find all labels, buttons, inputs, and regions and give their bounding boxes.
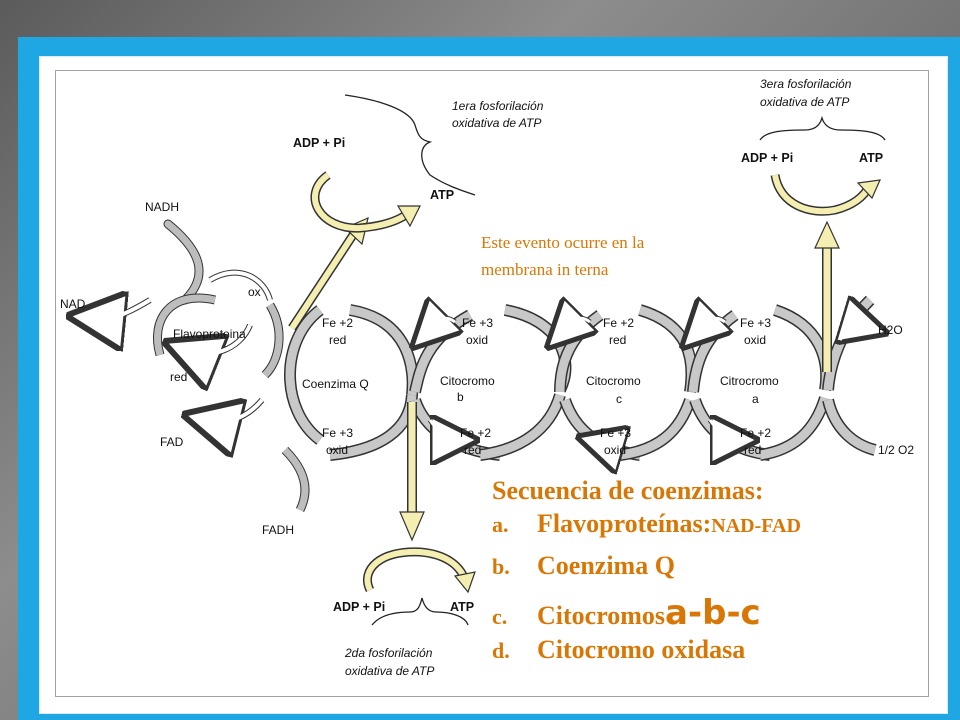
atp-2-label: ATP	[450, 600, 475, 614]
coenzyme-sequence	[492, 475, 932, 677]
fe2-red-2-l2: red	[464, 443, 482, 457]
sequence-text: Flavoproteínas:	[537, 509, 712, 538]
adp-pi-2-label: ADP + Pi	[333, 600, 386, 614]
fe3-ox-2-l2: oxid	[466, 333, 489, 347]
chain-rings	[290, 300, 875, 455]
sequence-suffix: a-b-c	[665, 593, 761, 633]
brace-3	[760, 118, 885, 140]
event-note-line-2: membrana in terna	[481, 260, 609, 279]
fadh-label: FADH	[262, 523, 295, 537]
atp-1-label: ATP	[430, 188, 455, 202]
adp-pi-1-label: ADP + Pi	[293, 136, 346, 150]
cytochrome-c-label-l1: Citocromo	[586, 374, 641, 388]
fe3-ox-4-l1: Fe +3	[740, 316, 772, 330]
sequence-item	[492, 551, 932, 593]
sequence-marker: a.	[492, 512, 509, 537]
flavoprotein-cycle	[90, 224, 279, 375]
phosphorylation-1-note-l1: 1era fosforilación	[452, 99, 544, 113]
fad-cycle	[205, 400, 305, 510]
fe3-ox-3-l2: oxid	[604, 443, 627, 457]
fad-label: FAD	[160, 435, 184, 449]
phosphorylation-2-note-l1: 2da fosforilación	[345, 646, 433, 660]
cytochrome-a-label-l1: Citrocromo	[720, 374, 779, 388]
fe2-red-1-l1: Fe +2	[322, 316, 354, 330]
sequence-text: Citocromo oxidasa	[537, 635, 746, 664]
sequence-item	[492, 593, 932, 635]
atp-3-label: ATP	[859, 151, 884, 165]
sequence-marker: c.	[492, 604, 508, 629]
ox-label: ox	[248, 285, 261, 299]
sequence-marker: d.	[492, 638, 510, 663]
fe3-ox-1-l1: Fe +3	[322, 426, 354, 440]
fe3-ox-3-l1: Fe +3	[600, 426, 632, 440]
sequence-item	[492, 635, 932, 677]
fe2-red-2-l1: Fe +2	[460, 426, 492, 440]
sequence-item	[492, 509, 932, 551]
sequence-suffix: NAD-FAD	[711, 515, 801, 537]
membrane-event-note	[481, 229, 781, 283]
half-o2-label: 1/2 O2	[878, 443, 915, 457]
phosphorylation-1-note-l2: oxidativa de ATP	[452, 116, 542, 130]
red-label: red	[170, 370, 188, 384]
sequence-text: Coenzima Q	[537, 551, 675, 580]
cytochrome-a-label-l2: a	[752, 392, 759, 406]
fe2-red-3-l2: red	[609, 333, 627, 347]
sequence-title: Secuencia de coenzimas:	[492, 476, 764, 505]
coenzyme-q-label: Coenzima Q	[302, 377, 369, 391]
adp-pi-3-label: ADP + Pi	[741, 151, 794, 165]
fe2-red-4-l1: Fe +2	[740, 426, 772, 440]
sequence-marker: b.	[492, 554, 510, 579]
flavoprotein-label: Flavoproteina	[173, 327, 246, 341]
cytochrome-b-label-l1: Citocromo	[440, 374, 495, 388]
event-note-line-1: Este evento ocurre en la	[481, 233, 645, 252]
fe2-red-3-l1: Fe +2	[603, 316, 635, 330]
cytochrome-b-label-l2: b	[457, 390, 464, 404]
phosphorylation-arrow-2	[367, 402, 475, 592]
fe2-red-4-l2: red	[744, 443, 762, 457]
phosphorylation-3-note-l1: 3era fosforilación	[760, 77, 852, 91]
sequence-text: Citocromos	[537, 601, 666, 630]
nad-label: NAD	[60, 297, 86, 311]
fe2-red-1-l2: red	[329, 333, 347, 347]
h2o-label: H2O	[878, 323, 903, 337]
fe3-ox-1-l2: oxid	[326, 443, 349, 457]
fe3-ox-2-l1: Fe +3	[462, 316, 494, 330]
phosphorylation-3-note-l2: oxidativa de ATP	[760, 95, 850, 109]
cytochrome-c-label-l2: c	[616, 392, 622, 406]
nadh-label: NADH	[145, 200, 180, 214]
phosphorylation-arrow-3	[775, 175, 880, 372]
fe3-ox-4-l2: oxid	[744, 333, 767, 347]
phosphorylation-2-note-l2: oxidativa de ATP	[345, 664, 435, 678]
